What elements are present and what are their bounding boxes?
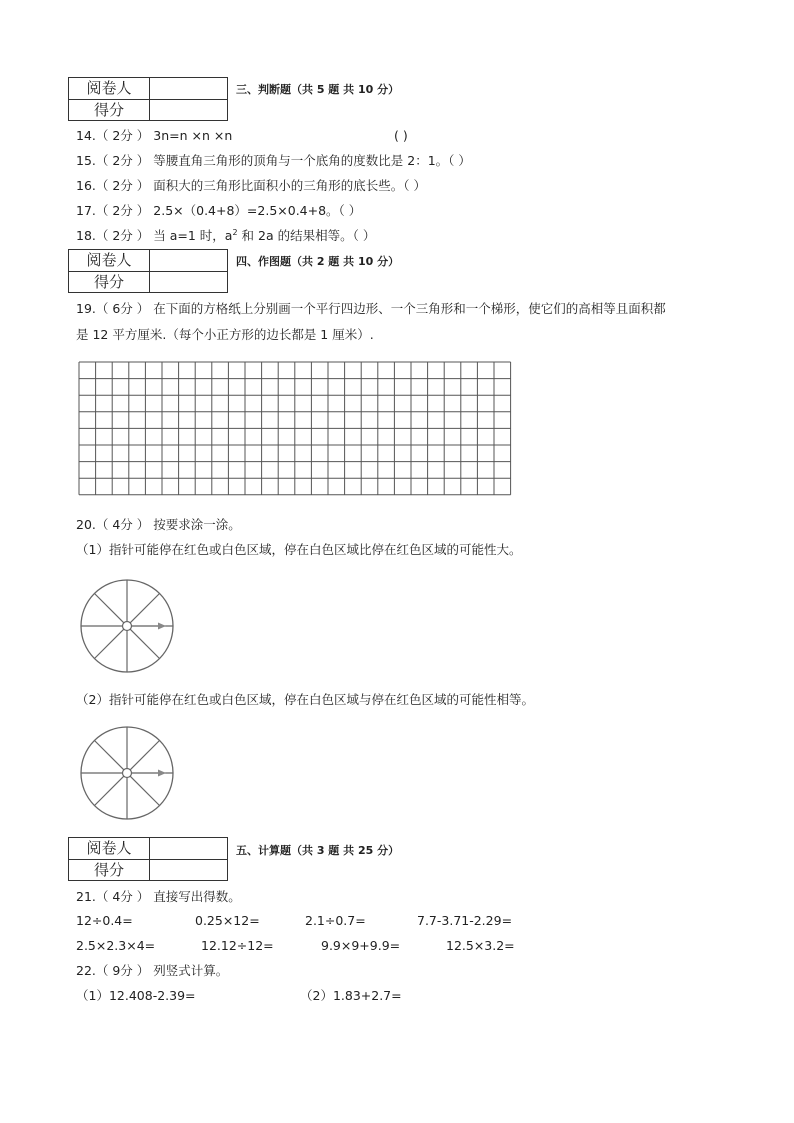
question-19-line2: 是 12 平方厘米.（每个小正方形的边长都是 1 厘米）. [76,327,374,342]
score-box [68,77,228,121]
section-title-judgment: 三、判断题（共 5 题 共 10 分） [236,83,400,96]
question-20-part1: （1）指针可能停在红色或白色区域，停在白色区域比停在红色区域的可能性大。 [76,542,522,557]
calc-item: 12.5×3.2= [446,938,515,953]
question-21 [76,889,241,905]
question-20-part2: （2）指针可能停在红色或白色区域，停在白色区域与停在红色区域的可能性相等。 [76,692,534,707]
question-text: 面积大的三角形比面积小的三角形的底长些。（ ） [153,178,426,193]
question-label: 18.（ 2分 ） [76,228,150,243]
question-14 [76,128,232,144]
question-label: 20.（ 4分 ） [76,517,150,532]
question-text: 3n=n ×n ×n [153,128,233,143]
question-label: 21.（ 4分 ） [76,889,150,904]
superscript: 2 [232,227,238,237]
calc-item: 12.12÷12= [201,938,274,953]
pointer-arrow-icon [158,623,166,630]
pointer-arrow-icon [158,770,166,777]
question-17 [76,203,361,219]
calc-item: 12÷0.4= [76,913,133,928]
section-title-calculation: 五、计算题（共 3 题 共 25 分） [236,844,400,857]
reviewer-label: 阅卷人 [86,251,132,269]
column-calc-2: （2）1.83+2.7= [300,988,402,1003]
question-text: 在下面的方格纸上分别画一个平行四边形、一个三角形和一个梯形，使它们的高相等且面积都 [153,301,666,316]
score-label: 得分 [93,861,124,879]
score-label: 得分 [93,273,124,291]
question-text-a: 当 a=1 时，a [153,228,233,243]
score-box [68,837,228,881]
question-text: 列竖式计算。 [153,963,229,978]
question-20 [76,517,241,533]
question-text-b: 和 2a 的结果相等。（ ） [237,228,376,243]
question-label: 22.（ 9分 ） [76,963,150,978]
spinner-wheel-1[interactable] [78,578,178,676]
question-16 [76,178,426,194]
question-label: 16.（ 2分 ） [76,178,150,193]
spinner-wheel-2[interactable] [78,725,178,823]
calc-item: 0.25×12= [195,913,260,928]
reviewer-label: 阅卷人 [86,839,132,857]
question-text: 2.5×（0.4+8）=2.5×0.4+8。（ ） [153,203,362,218]
question-label: 19.（ 6分 ） [76,301,150,316]
score-label: 得分 [93,101,124,119]
question-text: 等腰直角三角形的顶角与一个底角的度数比是 2：1。（ ） [153,153,471,168]
question-label: 14.（ 2分 ） [76,128,150,143]
section-title-drawing: 四、作图题（共 2 题 共 10 分） [236,255,400,268]
score-box [68,249,228,293]
answer-blank[interactable]: ( ) [394,128,408,143]
reviewer-label: 阅卷人 [86,79,132,97]
question-19 [76,301,666,317]
question-18 [76,228,375,244]
question-22 [76,963,228,979]
column-calc-1: （1）12.408-2.39= [76,988,196,1003]
question-label: 17.（ 2分 ） [76,203,150,218]
calc-item: 9.9×9+9.9= [321,938,401,953]
question-text: 按要求涂一涂。 [153,517,241,532]
question-label: 15.（ 2分 ） [76,153,150,168]
calc-item: 2.1÷0.7= [305,913,366,928]
question-text: 直接写出得数。 [153,889,241,904]
calc-item: 2.5×2.3×4= [76,938,156,953]
question-15 [76,153,471,169]
grid-paper[interactable] [78,361,518,499]
calc-item: 7.7-3.71-2.29= [417,913,513,928]
